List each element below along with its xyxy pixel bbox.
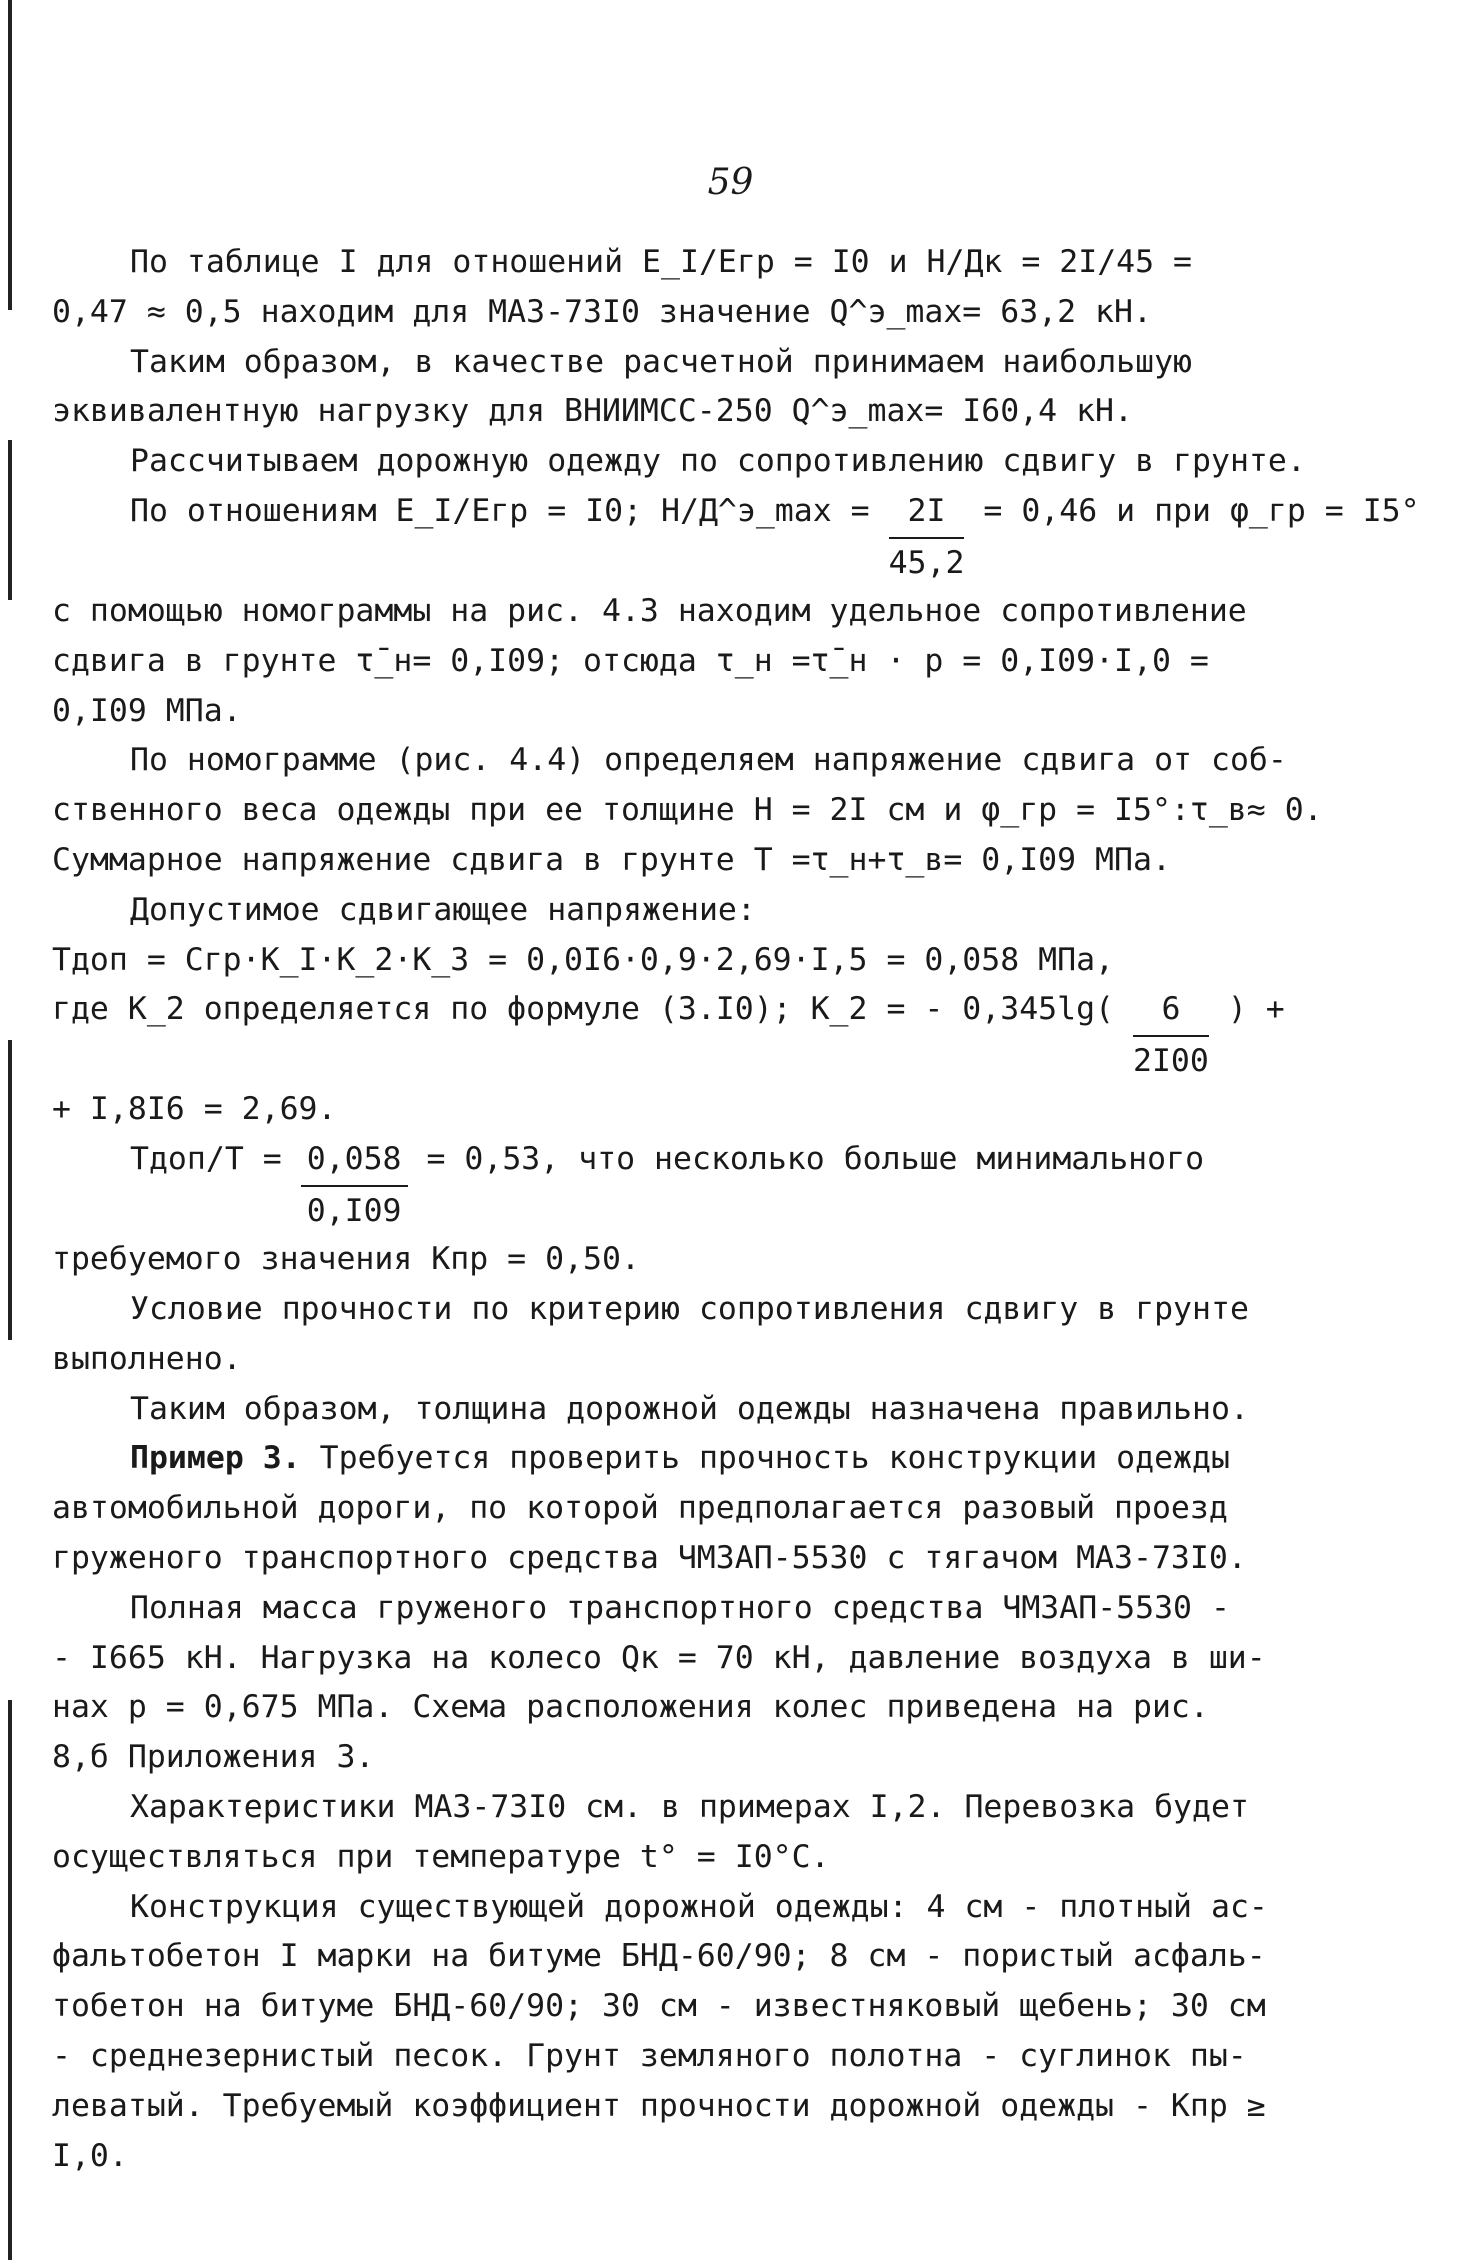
text-line: эквивалентную нагрузку для ВНИИМСС-250 Q^э_max= I60,4 кН. xyxy=(52,393,1133,430)
formula-text: Тдоп/Т = xyxy=(130,1141,282,1178)
fraction-denominator: 2I00 xyxy=(1133,1043,1209,1080)
text-line: 0,47 ≈ 0,5 находим для МАЗ-73I0 значение Q^э_max= 63,2 кН. xyxy=(52,293,1152,330)
formula-line xyxy=(52,1135,1370,1235)
text-line: Допустимое сдвигающее напряжение: xyxy=(130,891,756,928)
text-line: Условие прочности по критерию сопротивления сдвигу в грунте xyxy=(130,1290,1249,1327)
fraction-numerator: 0,058 xyxy=(301,1135,408,1187)
fraction xyxy=(301,1135,408,1237)
text-line: Суммарное напряжение сдвига в грунте Т =τ_н+τ_в= 0,I09 МПа. xyxy=(52,841,1171,878)
fraction-denominator: 45,2 xyxy=(888,544,965,581)
scan-edge-middle xyxy=(8,440,12,600)
scan-edge-bottom xyxy=(8,1700,12,2260)
scan-edge-lower xyxy=(8,1040,12,1340)
text-line: Тдоп = Сгр·К_I·К_2·К_3 = 0,0I6·0,9·2,69·I,5 = 0,058 МПа, xyxy=(52,941,1115,978)
text-line: Конструкция существующей дорожной одежды: 4 см - плотный ас- xyxy=(130,1888,1268,1925)
text-line: леватый. Требуемый коэффициент прочности дорожной одежды - Кпр ≥ xyxy=(52,2087,1266,2124)
formula-line xyxy=(52,985,1370,1085)
text-line: Рассчитываем дорожную одежду по сопротивлению сдвигу в грунте. xyxy=(130,443,1306,480)
fraction xyxy=(1133,985,1209,1087)
scan-edge-top xyxy=(8,0,12,310)
text-line: + I,8I6 = 2,69. xyxy=(52,1091,337,1128)
text-line: 8,б Приложения 3. xyxy=(52,1739,375,1776)
fraction-numerator: 6 xyxy=(1133,985,1209,1037)
page-number: 59 xyxy=(707,162,754,203)
text-line: тобетон на битуме БНД-60/90; 30 см - известняковый щебень; 30 см xyxy=(52,1988,1266,2025)
text-line: Полная масса груженого транспортного средства ЧМЗАП-5530 - xyxy=(130,1589,1230,1626)
text-line xyxy=(52,1434,1370,1484)
text-line: I,0. xyxy=(52,2137,128,2174)
text-line: Таким образом, толщина дорожной одежды назначена правильно. xyxy=(130,1390,1249,1427)
text-line: требуемого значения Кпр = 0,50. xyxy=(52,1241,640,1278)
fraction-numerator: 2I xyxy=(889,487,965,539)
text-line: с помощью номограммы на рис. 4.3 находим удельное сопротивление xyxy=(52,592,1247,629)
text-line: автомобильной дороги, по которой предполагается разовый проезд xyxy=(52,1490,1228,1527)
fraction xyxy=(889,487,965,589)
formula-line xyxy=(52,487,1420,587)
text-line: фальтобетон I марки на битуме БНД-60/90; 8 см - пористый асфаль- xyxy=(52,1938,1266,1975)
text-line: осуществляться при температуре t° = I0°С. xyxy=(52,1838,830,1875)
formula-text: ) + xyxy=(1227,991,1285,1028)
text-line: нах р = 0,675 МПа. Схема расположения колес приведена на рис. xyxy=(52,1689,1209,1726)
text-line: ственного веса одежды при ее толщине Н = 2I см и φ_гр = I5°:τ_в≈ 0. xyxy=(52,792,1323,829)
text-line: - среднезернистый песок. Грунт земляного полотна - суглинок пы- xyxy=(52,2037,1247,2074)
text-line: 0,I09 МПа. xyxy=(52,692,242,729)
text-line: По таблице I для отношений Е_I/Егр = I0 и Н/Дк = 2I/45 = xyxy=(130,244,1193,280)
text-line: - I665 кН. Нагрузка на колесо Qк = 70 кН, давление воздуха в ши- xyxy=(52,1639,1266,1676)
text-line: По номограмме (рис. 4.4) определяем напряжение сдвига от соб- xyxy=(130,742,1287,779)
fraction-denominator: 0,I09 xyxy=(306,1192,402,1229)
text-span: Требуется проверить прочность конструкции одежды xyxy=(300,1440,1230,1477)
text-line: выполнено. xyxy=(52,1340,242,1377)
page-body xyxy=(52,238,1420,2181)
formula-text: где К_2 определяется по формуле (3.I0); К_2 = - 0,345lg( xyxy=(52,991,1115,1028)
example-heading: Пример 3. xyxy=(130,1440,301,1477)
formula-text: По отношениям Е_I/Егр = I0; Н/Д^э_max = xyxy=(130,492,870,529)
formula-text: = 0,53, что несколько больше минимального xyxy=(426,1141,1205,1178)
text-line: груженого транспортного средства ЧМЗАП-5530 с тягачом МАЗ-73I0. xyxy=(52,1539,1247,1576)
formula-text: = 0,46 и при φ_гр = I5° xyxy=(983,492,1420,529)
text-line: сдвига в грунте τ̄_н= 0,I09; отсюда τ_н =τ̄_н · р = 0,I09·I,0 = xyxy=(52,642,1209,679)
text-line: Характеристики МАЗ-73I0 см. в примерах I,2. Перевозка будет xyxy=(130,1788,1249,1825)
text-line: Таким образом, в качестве расчетной принимаем наибольшую xyxy=(130,343,1193,380)
